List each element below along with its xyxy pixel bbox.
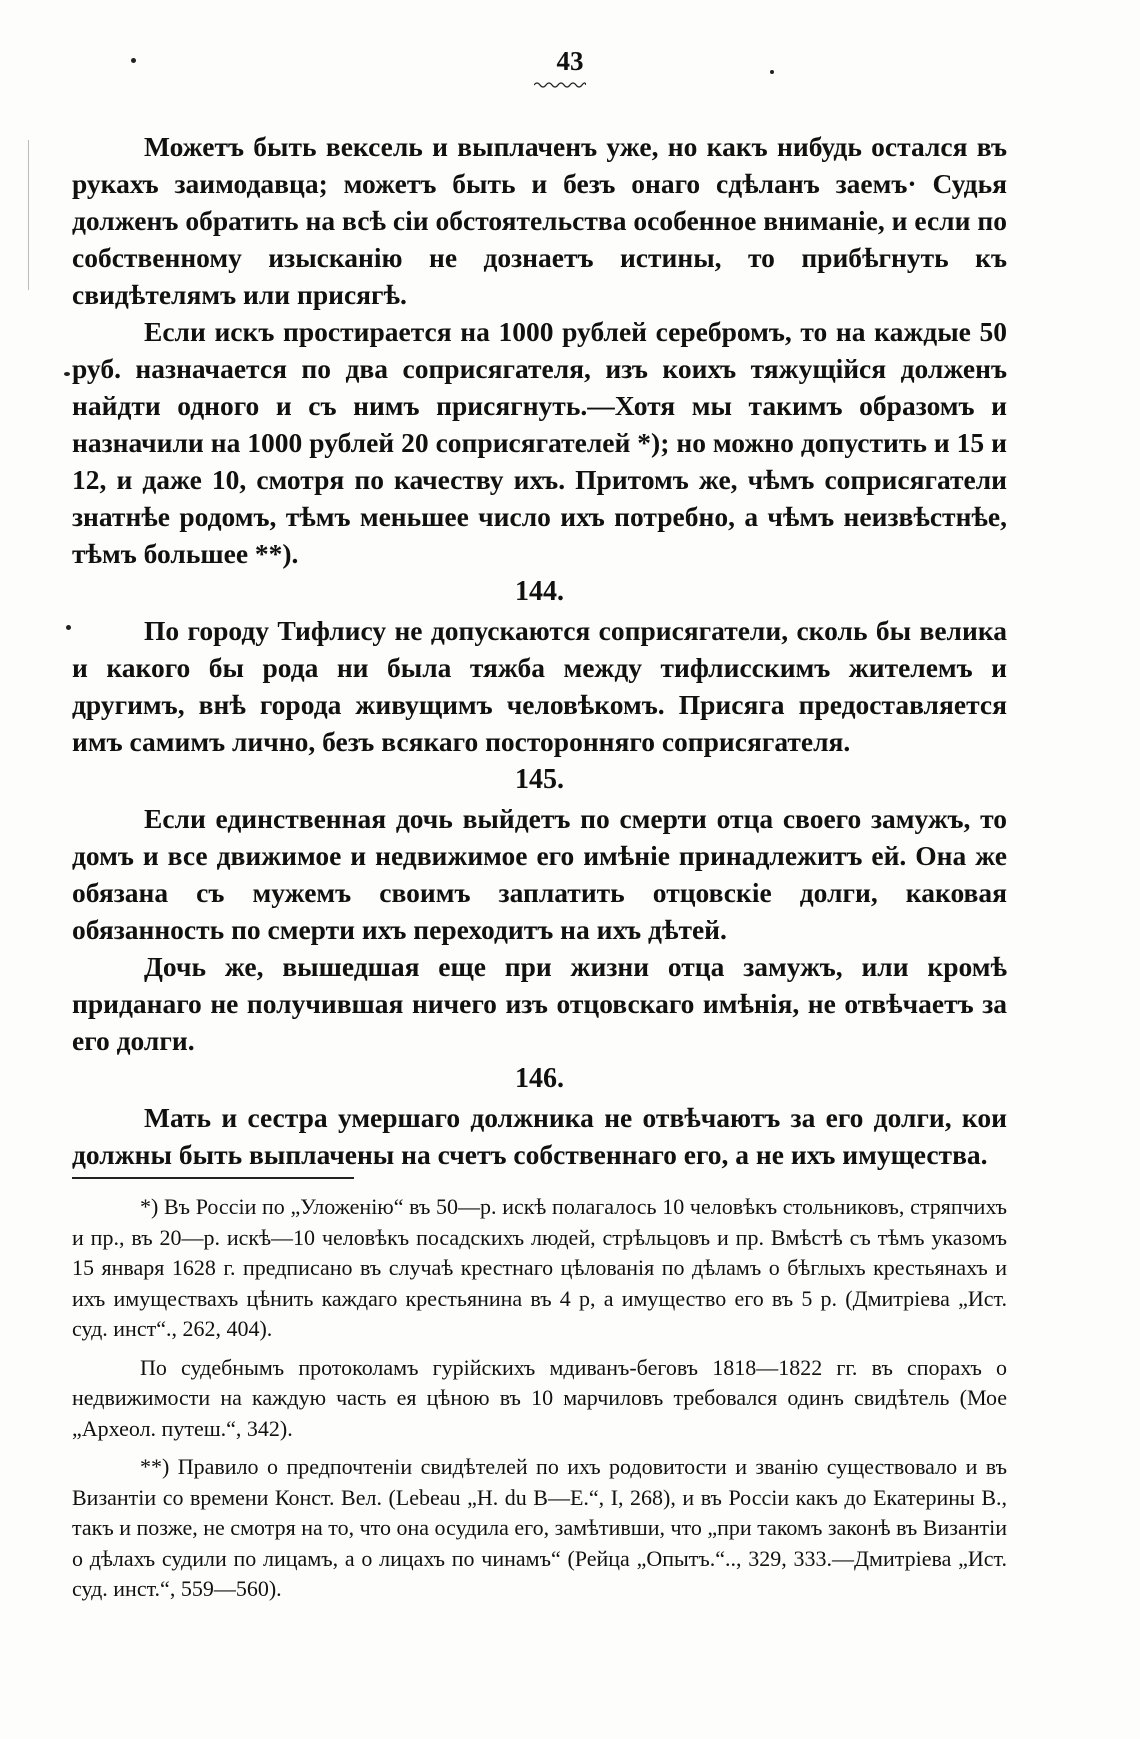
paragraph: Можетъ быть вексель и выплаченъ уже, но какъ нибудь остался въ рукахъ заимодавца; можетъ быть и безъ онаго сдѣланъ заемъ· Судья долженъ обратить на всѣ сіи обстоятельства особенное вниманіе, и если по собственному изысканію не дознаетъ истины, то прибѣгнуть къ свидѣтелямъ или присягѣ. — [72, 131, 1007, 310]
page-number-flourish — [534, 81, 586, 89]
margin-line — [28, 140, 29, 290]
footnote: По судебнымъ протоколамъ гурійскихъ мдиванъ-беговъ 1818—1822 гг. въ спорахъ о недвижимости на каждую часть ея цѣною въ 10 марчиловъ требовался одинъ свидѣтель (Мое „Археол. путеш.“, 342). — [72, 1354, 1007, 1441]
section-number: 146. — [515, 1063, 564, 1094]
paragraph: Дочь же, вышедшая еще при жизни отца замужъ, или кромѣ приданаго не получившая ничего изъ отцовскаго имѣнія, не отвѣчаетъ за его долги. — [72, 951, 1007, 1056]
footnotes — [72, 1192, 1007, 1613]
paragraph: Если единственная дочь выйдетъ по смерти отца своего замужъ, то домъ и все движимое и недвижимое его имѣніе принадлежитъ ей. Она же обязана съ мужемъ своимъ заплатить отцовскіе долги, каковая обязанность по смерти ихъ переходитъ на ихъ дѣтей. — [72, 803, 1007, 945]
paragraph: Если искъ простирается на 1000 рублей серебромъ, то на каждые 50 руб. назначается по два соприсягателя, изъ коихъ тяжущійся долженъ найдти одного и съ нимъ присягнуть.—Хотя мы такимъ образомъ и назначили на 1000 рублей 20 соприсягателей *); но можно допустить и 15 и 12, и даже 10, смотря по качеству ихъ. Притомъ же, чѣмъ соприсягатели знатнѣе родомъ, тѣмъ меньшее число ихъ потребно, а чѣмъ неизвѣстнѣе, тѣмъ большее **). — [72, 316, 1007, 569]
page-number: 43 — [556, 46, 584, 76]
section-number: 145. — [515, 764, 564, 795]
main-text — [72, 128, 1007, 1173]
paragraph: По городу Тифлису не допускаются соприсягатели, сколь бы велика и какого бы рода ни была тяжба между тифлисскимъ жителемъ и другимъ, внѣ города живущимъ человѣкомъ. Присяга предоставляется имъ самимъ лично, безъ всякаго посторонняго соприсягателя. — [72, 615, 1007, 757]
ink-speck — [64, 372, 70, 376]
section-number: 144. — [515, 576, 564, 607]
footnote: *) Въ Россіи по „Уложенію“ въ 50—р. искѣ полагалось 10 человѣкъ стольниковъ, стряпчихъ и пр., въ 20—р. искѣ—10 человѣкъ посадскихъ людей, стрѣльцовъ и пр. Вмѣстѣ съ тѣмъ указомъ 15 января 1628 г. предписано въ случаѣ крестнаго цѣлованія по дѣламъ о бѣглыхъ крестьянахъ и ихъ имуществахъ цѣнить каждаго крестьянина въ 4 р, а имущество его въ 5 р. (Дмитріева „Ист. суд. инст“., 262, 404). — [72, 1194, 1007, 1341]
ink-speck — [66, 625, 71, 630]
paragraph: Мать и сестра умершаго должника не отвѣчаютъ за его долги, кои должны быть выплачены на счетъ собственнаго его, а не ихъ имущества. — [72, 1102, 1007, 1170]
footnote: **) Правило о предпочтеніи свидѣтелей по ихъ родовитости и званію существовало и въ Византіи со времени Конст. Вел. (Lebeau „H. du B—E.“, I, 268), и въ Россіи какъ до Екатерины В., такъ и позже, не смотря на то, что она осудила его, замѣтивши, что „при такомъ законѣ въ Византіи о дѣлахъ судили по лицамъ, а о лицахъ по чинамъ“ (Рейца „Опытъ.“.., 329, 333.—Дмитріева „Ист. суд. инст.“, 559—560). — [72, 1454, 1007, 1601]
footnote-separator — [72, 1177, 354, 1179]
